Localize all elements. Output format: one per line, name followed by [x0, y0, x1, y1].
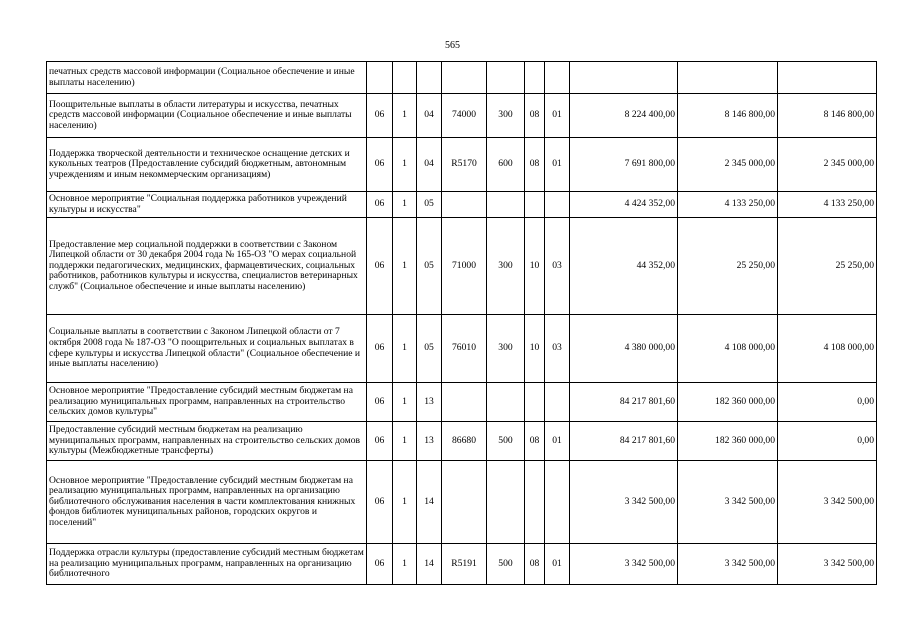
subsection-code-cell: 01 — [545, 544, 570, 585]
section-code-cell: 08 — [525, 544, 545, 585]
expense-type-cell — [487, 192, 525, 218]
amount-year1-cell: 3 342 500,00 — [570, 461, 678, 544]
expense-type-cell — [487, 383, 525, 422]
event-code-cell: 04 — [417, 94, 442, 138]
amount-year3-cell: 4 133 250,00 — [778, 192, 877, 218]
table-row — [47, 138, 877, 192]
event-code-cell — [417, 62, 442, 94]
amount-year1-cell — [570, 62, 678, 94]
table-row — [47, 422, 877, 461]
amount-year2-cell: 3 342 500,00 — [678, 461, 778, 544]
section-code-cell: 10 — [525, 315, 545, 383]
direction-code-cell — [442, 383, 487, 422]
program-code-cell: 06 — [367, 218, 393, 315]
direction-code-cell: 71000 — [442, 218, 487, 315]
expense-type-cell: 500 — [487, 544, 525, 585]
expense-type-cell — [487, 461, 525, 544]
direction-code-cell: 76010 — [442, 315, 487, 383]
program-code-cell: 06 — [367, 138, 393, 192]
event-code-cell: 05 — [417, 192, 442, 218]
amount-year3-cell: 25 250,00 — [778, 218, 877, 315]
table-row — [47, 62, 877, 94]
row-name-cell: Основное мероприятие "Предоставление субсидий местным бюджетам на реализацию муниципальных программ, направленных на строительство сельских домов культуры" — [47, 383, 367, 422]
event-code-cell: 14 — [417, 544, 442, 585]
subsection-code-cell: 01 — [545, 138, 570, 192]
section-code-cell: 08 — [525, 94, 545, 138]
subsection-code-cell — [545, 461, 570, 544]
subprogram-code-cell — [393, 62, 417, 94]
expense-type-cell: 300 — [487, 94, 525, 138]
subprogram-code-cell: 1 — [393, 138, 417, 192]
section-code-cell — [525, 461, 545, 544]
row-name-cell: Основное мероприятие "Предоставление субсидий местным бюджетам на реализацию муниципальных программ, направленных на организацию библиотечного обслуживания населения в части комплектования книжных фондов библиотек муниципальных районов, городских округов и поселений" — [47, 461, 367, 544]
table-row — [47, 461, 877, 544]
direction-code-cell: 86680 — [442, 422, 487, 461]
table-row — [47, 94, 877, 138]
amount-year3-cell: 4 108 000,00 — [778, 315, 877, 383]
program-code-cell: 06 — [367, 422, 393, 461]
row-name-cell: Предоставление мер социальной поддержки в соответствии с Законом Липецкой области от 30 декабря 2004 года № 165-ОЗ "О мерах социальной поддержки педагогических, медицинских, фармацевтических, социальных работников, работников культуры и искусства, специалистов ветеринарных служб" (Социальное обеспечение и иные выплаты населению) — [47, 218, 367, 315]
table-row — [47, 192, 877, 218]
row-name-cell: Поддержка отрасли культуры (предоставление субсидий местным бюджетам на реализацию муниципальных программ, направленных на организацию библиотечного — [47, 544, 367, 585]
amount-year3-cell: 0,00 — [778, 383, 877, 422]
table-row — [47, 383, 877, 422]
amount-year1-cell: 8 224 400,00 — [570, 94, 678, 138]
subprogram-code-cell: 1 — [393, 315, 417, 383]
amount-year1-cell: 7 691 800,00 — [570, 138, 678, 192]
program-code-cell: 06 — [367, 192, 393, 218]
subsection-code-cell: 03 — [545, 315, 570, 383]
direction-code-cell: 74000 — [442, 94, 487, 138]
section-code-cell: 10 — [525, 218, 545, 315]
expense-type-cell: 600 — [487, 138, 525, 192]
section-code-cell — [525, 62, 545, 94]
table-row — [47, 315, 877, 383]
row-name-cell: Поощрительные выплаты в области литературы и искусства, печатных средств массовой информации (Социальное обеспечение и иные выплаты населению) — [47, 94, 367, 138]
amount-year1-cell: 4 424 352,00 — [570, 192, 678, 218]
section-code-cell — [525, 192, 545, 218]
amount-year2-cell: 8 146 800,00 — [678, 94, 778, 138]
event-code-cell: 13 — [417, 383, 442, 422]
program-code-cell: 06 — [367, 315, 393, 383]
direction-code-cell — [442, 192, 487, 218]
event-code-cell: 05 — [417, 218, 442, 315]
subsection-code-cell: 03 — [545, 218, 570, 315]
subprogram-code-cell: 1 — [393, 383, 417, 422]
direction-code-cell — [442, 461, 487, 544]
direction-code-cell: R5191 — [442, 544, 487, 585]
amount-year2-cell: 2 345 000,00 — [678, 138, 778, 192]
section-code-cell — [525, 383, 545, 422]
event-code-cell: 04 — [417, 138, 442, 192]
program-code-cell: 06 — [367, 383, 393, 422]
row-name-cell: печатных средств массовой информации (Социальное обеспечение и иные выплаты населению) — [47, 62, 367, 94]
table-body — [47, 62, 877, 585]
amount-year2-cell: 3 342 500,00 — [678, 544, 778, 585]
amount-year3-cell: 2 345 000,00 — [778, 138, 877, 192]
amount-year1-cell: 84 217 801,60 — [570, 422, 678, 461]
amount-year2-cell: 4 108 000,00 — [678, 315, 778, 383]
subsection-code-cell — [545, 62, 570, 94]
page-number: 565 — [445, 40, 460, 51]
section-code-cell: 08 — [525, 138, 545, 192]
program-code-cell: 06 — [367, 94, 393, 138]
section-code-cell: 08 — [525, 422, 545, 461]
subprogram-code-cell: 1 — [393, 218, 417, 315]
amount-year3-cell: 0,00 — [778, 422, 877, 461]
table-row — [47, 544, 877, 585]
amount-year3-cell — [778, 62, 877, 94]
program-code-cell — [367, 62, 393, 94]
event-code-cell: 05 — [417, 315, 442, 383]
subprogram-code-cell: 1 — [393, 461, 417, 544]
direction-code-cell: R5170 — [442, 138, 487, 192]
expense-type-cell: 300 — [487, 218, 525, 315]
row-name-cell: Основное мероприятие "Социальная поддержка работников учреждений культуры и искусства" — [47, 192, 367, 218]
amount-year3-cell: 8 146 800,00 — [778, 94, 877, 138]
expense-type-cell — [487, 62, 525, 94]
amount-year1-cell: 84 217 801,60 — [570, 383, 678, 422]
subsection-code-cell: 01 — [545, 422, 570, 461]
subprogram-code-cell: 1 — [393, 94, 417, 138]
amount-year1-cell: 4 380 000,00 — [570, 315, 678, 383]
subprogram-code-cell: 1 — [393, 544, 417, 585]
row-name-cell: Поддержка творческой деятельности и техническое оснащение детских и кукольных театров (Предоставление субсидий бюджетным, автономным учреждениям и иным некоммерческим организациям) — [47, 138, 367, 192]
row-name-cell: Социальные выплаты в соответствии с Законом Липецкой области от 7 октября 2008 года № 187-ОЗ "О поощрительных и социальных выплатах в сфере культуры и искусства Липецкой области" (Социальное обеспечение и иные выплаты населению) — [47, 315, 367, 383]
program-code-cell: 06 — [367, 461, 393, 544]
amount-year1-cell: 3 342 500,00 — [570, 544, 678, 585]
subsection-code-cell: 01 — [545, 94, 570, 138]
budget-table — [46, 61, 877, 585]
subprogram-code-cell: 1 — [393, 192, 417, 218]
subprogram-code-cell: 1 — [393, 422, 417, 461]
expense-type-cell: 500 — [487, 422, 525, 461]
amount-year3-cell: 3 342 500,00 — [778, 544, 877, 585]
amount-year2-cell: 182 360 000,00 — [678, 383, 778, 422]
event-code-cell: 13 — [417, 422, 442, 461]
amount-year2-cell: 4 133 250,00 — [678, 192, 778, 218]
row-name-cell: Предоставление субсидий местным бюджетам на реализацию муниципальных программ, направленных на строительство сельских домов культуры (Межбюджетные трансферты) — [47, 422, 367, 461]
amount-year1-cell: 44 352,00 — [570, 218, 678, 315]
event-code-cell: 14 — [417, 461, 442, 544]
expense-type-cell: 300 — [487, 315, 525, 383]
program-code-cell: 06 — [367, 544, 393, 585]
table-row — [47, 218, 877, 315]
amount-year2-cell: 182 360 000,00 — [678, 422, 778, 461]
amount-year2-cell: 25 250,00 — [678, 218, 778, 315]
subsection-code-cell — [545, 192, 570, 218]
amount-year3-cell: 3 342 500,00 — [778, 461, 877, 544]
amount-year2-cell — [678, 62, 778, 94]
direction-code-cell — [442, 62, 487, 94]
subsection-code-cell — [545, 383, 570, 422]
